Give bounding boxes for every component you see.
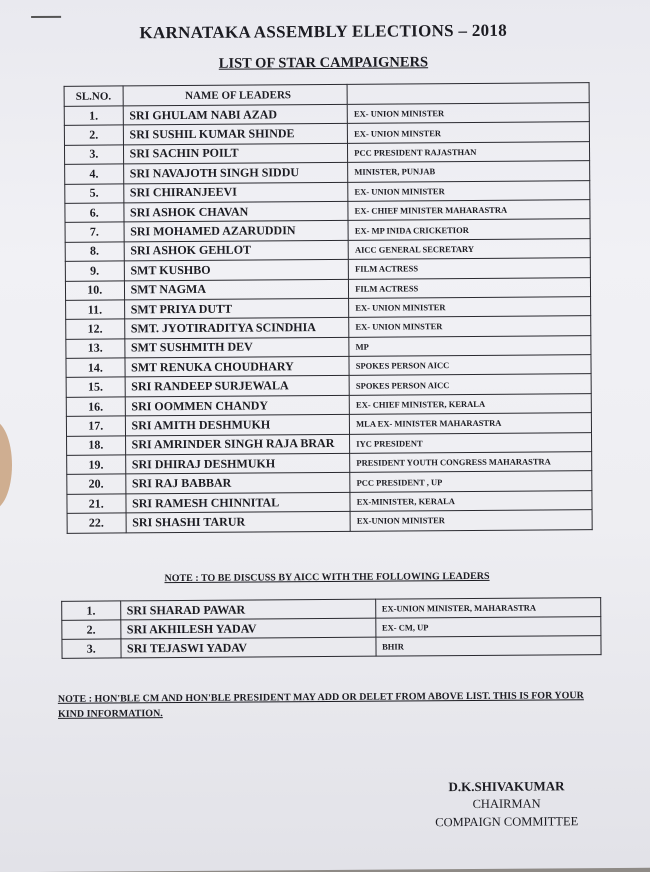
cell-leader-name: SRI AMRINDER SINGH RAJA BRAR: [125, 434, 350, 455]
cell-leader-role: EX- CHIEF MINISTER MAHARASTRA: [348, 200, 590, 221]
cell-leader-role: EX- UNION MINSTER: [349, 316, 591, 337]
cell-leader-role: FILM ACTRESS: [348, 258, 590, 279]
cell-leader-name: SRI ASHOK GEHLOT: [124, 240, 349, 261]
cell-leader-name: SRI SUSHIL KUMAR SHINDE: [123, 124, 348, 145]
cell-leader-name: SRI GHULAM NABI AZAD: [123, 104, 348, 125]
document-subtitle: LIST OF STAR CAMPAIGNERS: [218, 54, 429, 72]
table-row: [67, 510, 592, 533]
cell-leader-name: SRI OOMMEN CHANDY: [125, 395, 350, 416]
cell-leader-role: MP: [349, 335, 591, 356]
cell-leader-name: SRI RANDEEP SURJEWALA: [125, 376, 350, 397]
signatory-name: D.K.SHIVAKUMAR: [448, 778, 565, 795]
header-sl-no: SL.NO.: [64, 86, 123, 106]
cell-sl-no: 12.: [66, 319, 125, 339]
cell-leader-role: PCC PRESIDENT RAJASTHAN: [348, 141, 590, 162]
cell-leader-name: SRI RAJ BABBAR: [125, 473, 350, 494]
cell-leader-role: MLA EX- MINISTER MAHARASTRA: [350, 413, 592, 434]
cell-leader-role: EX- UNION MINISTER: [349, 297, 591, 318]
cell-sl-no: 22.: [67, 513, 126, 533]
discussion-note: NOTE : TO BE DISCUSS BY AICC WITH THE FOLLOWING LEADERS: [164, 570, 490, 585]
cell-leader-role: EX- MP INIDA CRICKETIOR: [348, 219, 590, 240]
cell-sl-no: 8.: [65, 242, 124, 262]
header-name: NAME OF LEADERS: [123, 84, 348, 106]
cell-sl-no: 16.: [66, 397, 125, 417]
cell-leader-name: SRI CHIRANJEEVI: [123, 182, 348, 203]
table-row: [62, 636, 601, 659]
cell-leader-name: SMT PRIYA DUTT: [124, 298, 349, 319]
cell-leader-role: IYC PRESIDENT: [350, 432, 592, 453]
cell-leader-role: BHIR: [376, 636, 602, 657]
cell-leader-role: SPOKES PERSON AICC: [349, 355, 591, 376]
signatory-committee: COMPAIGN COMMITTEE: [435, 814, 579, 830]
cell-leader-name: SRI ASHOK CHAVAN: [123, 201, 348, 222]
header-role: [347, 83, 589, 105]
cell-sl-no: 1.: [62, 601, 121, 620]
cell-leader-role: PRESIDENT YOUTH CONGRESS MAHARASTRA: [350, 452, 592, 473]
cell-sl-no: 2.: [62, 620, 121, 639]
cell-sl-no: 6.: [65, 203, 124, 223]
cell-leader-name: SMT RENUKA CHOUDHARY: [125, 356, 350, 377]
cell-sl-no: 1.: [64, 106, 123, 126]
cell-leader-name: SMT. JYOTIRADITYA SCINDHIA: [124, 318, 349, 339]
cell-sl-no: 14.: [66, 358, 125, 378]
cell-leader-role: FILM ACTRESS: [349, 277, 591, 298]
cell-sl-no: 7.: [65, 222, 124, 242]
cell-leader-name: SRI DHIRAJ DESHMUKH: [125, 453, 350, 474]
cell-leader-role: EX- UNION MINSTER: [348, 122, 590, 143]
cell-leader-name: SRI NAVAJOTH SINGH SIDDU: [123, 163, 348, 184]
cell-leader-name: SRI SHARAD PAWAR: [120, 599, 375, 620]
discussion-leaders-table: [61, 597, 601, 659]
cell-sl-no: 3.: [64, 145, 123, 165]
cell-sl-no: 4.: [65, 164, 124, 184]
star-campaigners-table: [64, 82, 593, 533]
cell-leader-role: AICC GENERAL SECRETARY: [348, 238, 590, 259]
cell-sl-no: 18.: [67, 436, 126, 456]
cell-sl-no: 10.: [65, 280, 124, 300]
cell-leader-name: SRI MOHAMED AZARUDDIN: [124, 221, 349, 242]
cell-leader-role: MINISTER, PUNJAB: [348, 161, 590, 182]
footer-note: NOTE : HON'BLE CM AND HON'BLE PRESIDENT MAY ADD OR DELET FROM ABOVE LIST. THIS IS FOR YOUR KIND INFORMATION.: [57, 690, 584, 720]
cell-sl-no: 17.: [66, 416, 125, 436]
document-title: KARNATAKA ASSEMBLY ELECTIONS – 2018: [139, 20, 508, 43]
cell-sl-no: 2.: [64, 125, 123, 145]
cell-leader-role: EX-MINISTER, KERALA: [350, 490, 592, 511]
cell-leader-name: SRI SACHIN POILT: [123, 143, 348, 164]
cell-sl-no: 13.: [66, 339, 125, 359]
cell-leader-name: SRI SHASHI TARUR: [126, 512, 351, 533]
cell-leader-role: EX- CHIEF MINISTER, KERALA: [349, 394, 591, 415]
cell-leader-name: SRI TEJASWI YADAV: [120, 637, 375, 658]
cell-leader-role: EX-UNION MINISTER: [350, 510, 592, 531]
cell-sl-no: 15.: [66, 377, 125, 397]
cell-leader-role: SPOKES PERSON AICC: [349, 374, 591, 395]
cell-leader-name: SMT SUSHMITH DEV: [124, 337, 349, 358]
cell-sl-no: 9.: [65, 261, 124, 281]
cell-leader-name: SMT KUSHBO: [124, 259, 349, 280]
cell-leader-role: EX- CM, UP: [375, 617, 601, 638]
cell-sl-no: 11.: [66, 300, 125, 320]
cell-leader-name: SRI AMITH DESHMUKH: [125, 415, 350, 436]
cell-sl-no: 3.: [62, 639, 121, 658]
cell-leader-name: SRI AKHILESH YADAV: [120, 618, 375, 639]
cell-sl-no: 19.: [67, 455, 126, 475]
cell-leader-role: EX- UNION MINISTER: [348, 180, 590, 201]
cell-leader-name: SMT NAGMA: [124, 279, 349, 300]
cell-sl-no: 5.: [65, 183, 124, 203]
cell-leader-role: EX-UNION MINISTER, MAHARASTRA: [375, 598, 601, 619]
pen-mark: [31, 16, 61, 18]
cell-leader-role: EX- UNION MINISTER: [347, 103, 589, 124]
cell-sl-no: 21.: [67, 494, 126, 514]
cell-leader-role: PCC PRESIDENT , UP: [350, 471, 592, 492]
cell-sl-no: 20.: [67, 474, 126, 494]
signatory-designation: CHAIRMAN: [472, 796, 541, 811]
cell-leader-name: SRI RAMESH CHINNITAL: [125, 492, 350, 513]
